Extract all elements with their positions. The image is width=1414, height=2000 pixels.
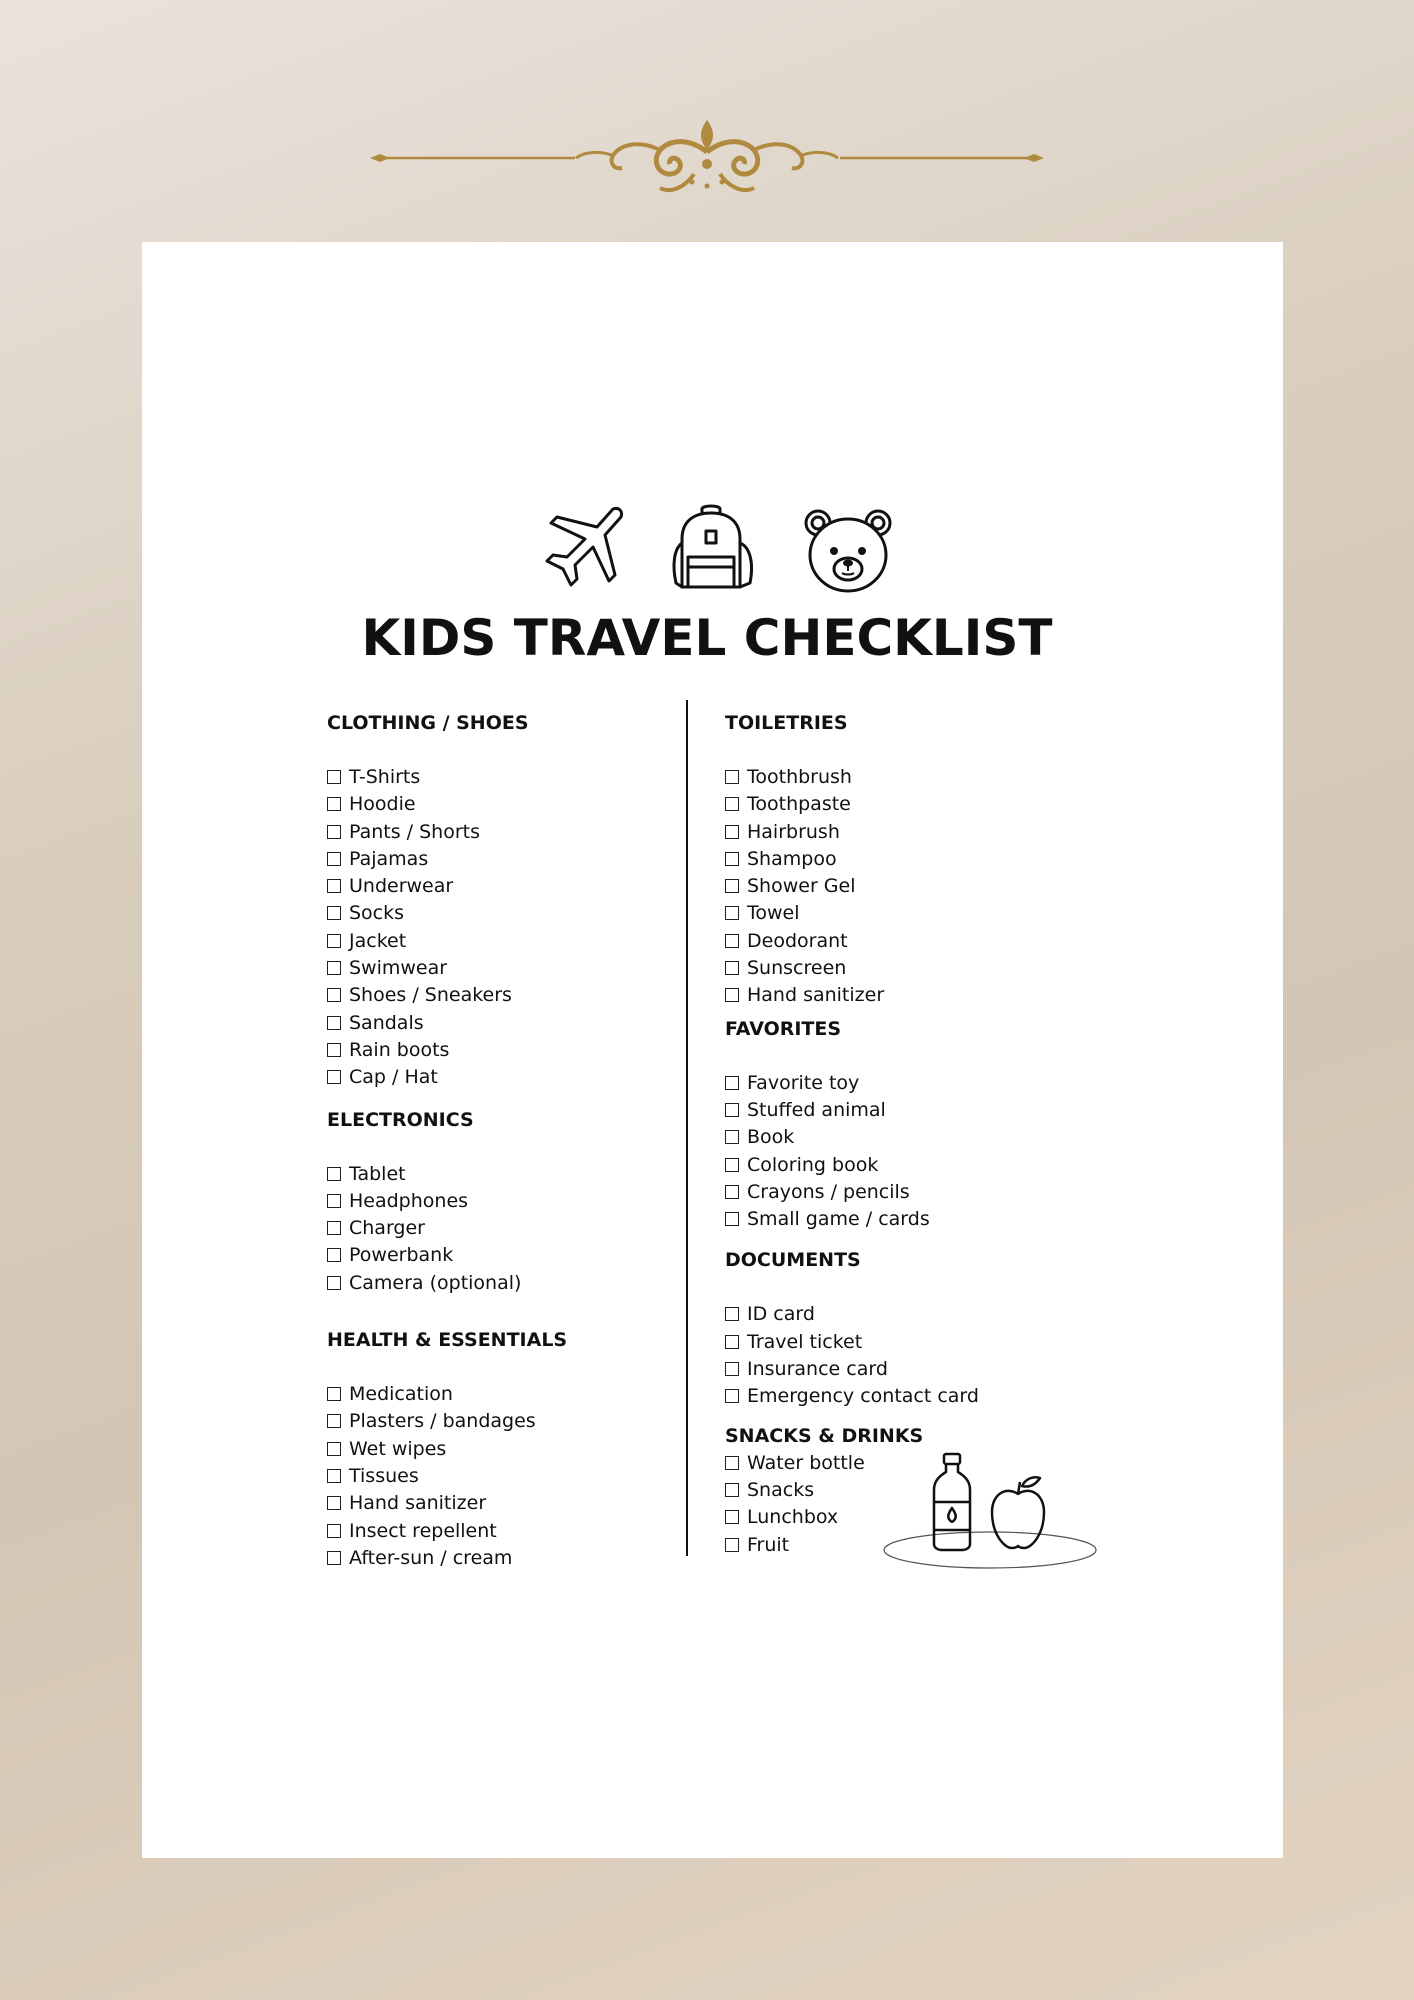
checkbox[interactable] xyxy=(327,852,341,866)
checklist-item[interactable]: Snacks xyxy=(725,1477,1105,1504)
plate-outline xyxy=(884,1532,1096,1568)
checklist-item[interactable]: Small game / cards xyxy=(725,1206,1105,1233)
checkbox[interactable] xyxy=(725,1362,739,1376)
checklist-item[interactable]: Hairbrush xyxy=(725,819,1105,846)
checkbox[interactable] xyxy=(725,906,739,920)
airplane-icon xyxy=(535,505,625,593)
section-health-essentials xyxy=(327,1327,707,1572)
checkbox[interactable] xyxy=(725,961,739,975)
checkbox[interactable] xyxy=(725,1076,739,1090)
checkbox[interactable] xyxy=(327,1551,341,1565)
section-favorites xyxy=(725,1016,1105,1234)
checkbox[interactable] xyxy=(725,1103,739,1117)
checklist-item[interactable]: T-Shirts xyxy=(327,764,707,791)
checkbox[interactable] xyxy=(327,1414,341,1428)
checkbox[interactable] xyxy=(327,1469,341,1483)
header-icons xyxy=(0,505,1414,595)
checkbox[interactable] xyxy=(327,906,341,920)
checklist-item[interactable]: Headphones xyxy=(327,1188,707,1215)
snack-illustration xyxy=(880,1450,1100,1572)
checklist-item[interactable]: Camera (optional) xyxy=(327,1270,707,1297)
checkbox[interactable] xyxy=(725,797,739,811)
checkbox[interactable] xyxy=(725,1483,739,1497)
checklist-item[interactable]: Shampoo xyxy=(725,846,1105,873)
checklist-item[interactable]: Insect repellent xyxy=(327,1518,707,1545)
checkbox[interactable] xyxy=(725,1538,739,1552)
checklist-item[interactable]: Sunscreen xyxy=(725,955,1105,982)
checklist-item[interactable]: Lunchbox xyxy=(725,1504,1105,1531)
checklist-item[interactable]: Charger xyxy=(327,1215,707,1242)
section-title: DOCUMENTS xyxy=(725,1249,861,1272)
checklist-item[interactable]: Medication xyxy=(327,1381,707,1408)
backpack-icon xyxy=(668,503,758,595)
checklist-item[interactable]: Shoes / Sneakers xyxy=(327,982,707,1009)
checklist-item[interactable]: Hoodie xyxy=(327,791,707,818)
checklist-item[interactable]: Plasters / bandages xyxy=(327,1408,707,1435)
section-clothing-shoes xyxy=(327,710,707,1092)
section-documents xyxy=(725,1247,1105,1410)
checklist-item[interactable]: Fruit xyxy=(725,1532,1105,1559)
checklist-item[interactable]: Powerbank xyxy=(327,1242,707,1269)
section-title: TOILETRIES xyxy=(725,712,848,734)
checklist-item[interactable]: Cap / Hat xyxy=(327,1064,707,1091)
checkbox[interactable] xyxy=(725,770,739,784)
checkbox[interactable] xyxy=(725,1158,739,1172)
section-electronics xyxy=(327,1107,707,1297)
checkbox[interactable] xyxy=(327,934,341,948)
checkbox[interactable] xyxy=(327,1248,341,1262)
checkbox[interactable] xyxy=(327,1276,341,1290)
checkbox[interactable] xyxy=(725,825,739,839)
checklist-item[interactable]: Book xyxy=(725,1124,1105,1151)
checklist-item[interactable]: Travel ticket xyxy=(725,1329,1105,1356)
page-title: KIDS TRAVEL CHECKLIST xyxy=(361,609,1053,667)
checklist-item[interactable]: Crayons / pencils xyxy=(725,1179,1105,1206)
checklist-item[interactable]: Coloring book xyxy=(725,1152,1105,1179)
checklist-sheet xyxy=(142,242,1283,1858)
checklist-item[interactable]: Favorite toy xyxy=(725,1070,1105,1097)
section-toiletries xyxy=(725,710,1105,1010)
checkbox[interactable] xyxy=(725,1335,739,1349)
checklist-item[interactable]: ID card xyxy=(725,1301,1105,1328)
checkbox[interactable] xyxy=(725,1456,739,1470)
checklist-item[interactable]: Pants / Shorts xyxy=(327,819,707,846)
checklist-item[interactable]: Hand sanitizer xyxy=(725,982,1105,1009)
teddy-bear-icon xyxy=(800,505,896,597)
checkbox[interactable] xyxy=(327,961,341,975)
checkbox[interactable] xyxy=(327,797,341,811)
checklist-item[interactable]: Tablet xyxy=(327,1161,707,1188)
section-title: FAVORITES xyxy=(725,1017,842,1040)
checklist-item[interactable]: Rain boots xyxy=(327,1037,707,1064)
checklist-item[interactable]: Jacket xyxy=(327,928,707,955)
checkbox[interactable] xyxy=(327,770,341,784)
checkbox[interactable] xyxy=(327,1442,341,1456)
checklist-item[interactable]: Hand sanitizer xyxy=(327,1490,707,1517)
checkbox[interactable] xyxy=(327,1496,341,1510)
right-column xyxy=(725,700,1105,1559)
checkbox[interactable] xyxy=(725,1389,739,1403)
checkbox[interactable] xyxy=(327,1043,341,1057)
checkbox[interactable] xyxy=(327,1221,341,1235)
checklist-item[interactable]: Shower Gel xyxy=(725,873,1105,900)
checkbox[interactable] xyxy=(725,1185,739,1199)
section-title: HEALTH & ESSENTIALS xyxy=(327,1329,568,1352)
checkbox[interactable] xyxy=(327,879,341,893)
checklist-item[interactable]: Toothpaste xyxy=(725,791,1105,818)
checkbox[interactable] xyxy=(725,879,739,893)
checkbox[interactable] xyxy=(725,852,739,866)
section-title: SNACKS & DRINKS xyxy=(725,1424,924,1447)
left-column xyxy=(327,700,707,1572)
checklist-item[interactable]: Insurance card xyxy=(725,1356,1105,1383)
checkbox[interactable] xyxy=(327,1070,341,1084)
checklist-item[interactable]: Wet wipes xyxy=(327,1436,707,1463)
checkbox[interactable] xyxy=(327,1194,341,1208)
checkbox[interactable] xyxy=(327,1016,341,1030)
checkbox[interactable] xyxy=(327,988,341,1002)
checklist-item[interactable]: Towel xyxy=(725,900,1105,927)
checklist-item[interactable]: Stuffed animal xyxy=(725,1097,1105,1124)
checklist-item[interactable]: Toothbrush xyxy=(725,764,1105,791)
checklist-item[interactable]: After-sun / cream xyxy=(327,1545,707,1572)
checklist-item[interactable]: Tissues xyxy=(327,1463,707,1490)
checkbox[interactable] xyxy=(327,1387,341,1401)
checkbox[interactable] xyxy=(327,1524,341,1538)
checkbox[interactable] xyxy=(327,825,341,839)
apple-icon xyxy=(992,1477,1044,1548)
checkbox[interactable] xyxy=(725,988,739,1002)
checkbox[interactable] xyxy=(725,1307,739,1321)
checkbox[interactable] xyxy=(327,1167,341,1181)
checkbox[interactable] xyxy=(725,1130,739,1144)
checklist-item[interactable]: Sandals xyxy=(327,1010,707,1037)
checklist-item[interactable]: Socks xyxy=(327,900,707,927)
checklist-item[interactable]: Pajamas xyxy=(327,846,707,873)
checklist-item[interactable]: Swimwear xyxy=(327,955,707,982)
checkbox[interactable] xyxy=(725,1510,739,1524)
gold-ornament-divider xyxy=(370,112,1044,202)
checklist-item[interactable]: Emergency contact card xyxy=(725,1383,1105,1410)
checklist-item[interactable]: Underwear xyxy=(327,873,707,900)
water-bottle-icon xyxy=(934,1454,970,1550)
checkbox[interactable] xyxy=(725,1212,739,1226)
section-title: ELECTRONICS xyxy=(327,1108,474,1131)
checkbox[interactable] xyxy=(725,934,739,948)
section-title: CLOTHING / SHOES xyxy=(327,712,529,734)
checklist-item[interactable]: Deodorant xyxy=(725,928,1105,955)
checklist-item[interactable]: Water bottle xyxy=(725,1450,1105,1477)
